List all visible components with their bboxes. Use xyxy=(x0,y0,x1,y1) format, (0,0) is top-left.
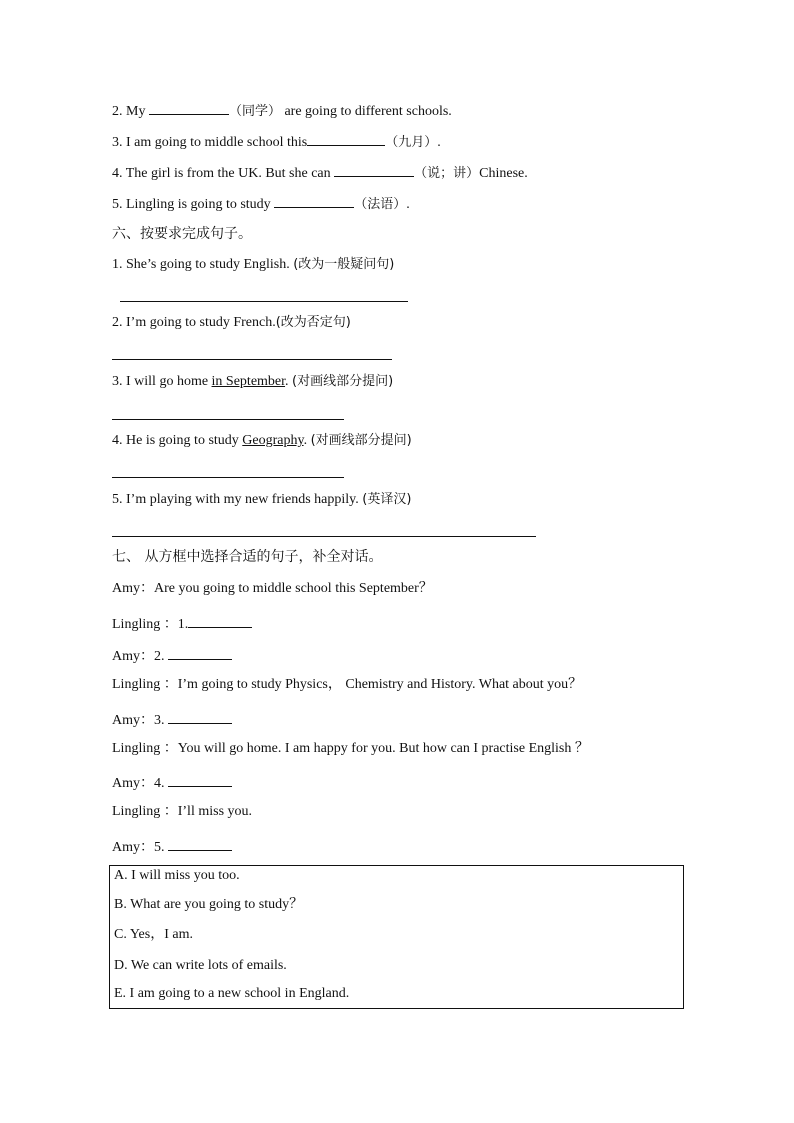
item-text: . xyxy=(406,197,410,212)
answer-blank[interactable] xyxy=(307,131,385,146)
item-text: 5. Lingling is going to study xyxy=(112,197,275,212)
dialogue-line xyxy=(112,613,252,634)
rewrite-item-5 xyxy=(112,491,411,509)
item-text: 4. The girl is from the UK. But she can xyxy=(112,166,335,181)
speaker: Lingling ： xyxy=(112,741,178,756)
options-box xyxy=(109,865,684,1009)
utterance: 2. xyxy=(154,649,168,664)
rewrite-item-3 xyxy=(112,373,393,391)
answer-blank[interactable] xyxy=(168,772,232,787)
item-text: . xyxy=(437,135,441,150)
item-text: 3. I will go home xyxy=(112,374,212,389)
utterance: You will go home. I am happy for you. But how can I practise English ？ xyxy=(177,741,589,756)
item-text: 4. He is going to study xyxy=(112,433,243,448)
dialogue-line xyxy=(112,772,232,793)
option-d: D. We can write lots of emails. xyxy=(114,958,287,973)
instruction-note: (对画线部分提问) xyxy=(292,374,394,389)
item-text: 2. I’m going to study French. xyxy=(112,315,276,330)
hint-text: （九月） xyxy=(385,135,438,150)
answer-blank[interactable] xyxy=(168,645,232,660)
dialogue-line xyxy=(112,836,232,857)
item-text: . xyxy=(303,433,311,448)
option-c: C. Yes，I am. xyxy=(114,927,193,942)
answer-blank[interactable] xyxy=(168,836,232,851)
dialogue-line xyxy=(112,676,582,694)
fill-item-2 xyxy=(112,100,452,121)
item-text: 3. I am going to middle school this xyxy=(112,135,308,150)
answer-blank[interactable] xyxy=(149,100,229,115)
fill-item-4 xyxy=(112,162,528,183)
section-7-heading: 七、 从方框中选择合适的句子，补全对话。 xyxy=(112,549,383,565)
answer-line-3[interactable] xyxy=(112,419,344,420)
utterance: I’m going to study Physics， Chemistry and History. What about you？ xyxy=(177,677,583,692)
item-text: 2. My xyxy=(112,104,149,119)
utterance: Are you going to middle school this September？ xyxy=(154,581,433,596)
fill-item-3 xyxy=(112,131,441,152)
speaker: Amy： xyxy=(112,581,154,596)
speaker: Lingling ： xyxy=(112,617,178,632)
utterance: 1. xyxy=(177,617,189,632)
utterance: 4. xyxy=(154,776,168,791)
item-text: 5. I’m playing with my new friends happily. xyxy=(112,492,363,507)
speaker: Amy： xyxy=(112,713,154,728)
hint-text: （法语） xyxy=(354,197,407,212)
item-text: 1. She’s going to study English. xyxy=(112,257,294,272)
answer-line-1[interactable] xyxy=(120,301,408,302)
instruction-note: (改为否定句) xyxy=(275,315,351,330)
utterance: 5. xyxy=(154,840,168,855)
speaker: Amy： xyxy=(112,840,154,855)
answer-blank[interactable] xyxy=(168,709,232,724)
instruction-note: (英译汉) xyxy=(362,492,412,507)
section-6-heading: 六、按要求完成句子。 xyxy=(112,226,252,242)
dialogue-line xyxy=(112,645,232,666)
option-e: E. I am going to a new school in England. xyxy=(114,986,350,1001)
dialogue-line xyxy=(112,709,232,730)
dialogue-line xyxy=(112,803,252,821)
answer-blank[interactable] xyxy=(188,613,252,628)
utterance: I’ll miss you. xyxy=(177,804,253,819)
item-text: . xyxy=(285,374,293,389)
speaker: Lingling ： xyxy=(112,804,178,819)
answer-blank[interactable] xyxy=(274,193,354,208)
item-text: Chinese. xyxy=(479,166,528,181)
answer-line-4[interactable] xyxy=(112,477,344,478)
hint-text: （同学） xyxy=(228,104,281,119)
speaker: Amy： xyxy=(112,776,154,791)
speaker: Lingling ： xyxy=(112,677,178,692)
utterance: 3. xyxy=(154,713,168,728)
dialogue-line xyxy=(112,580,433,598)
underlined-phrase: in September xyxy=(211,374,286,389)
answer-blank[interactable] xyxy=(334,162,414,177)
dialogue-line xyxy=(112,740,589,758)
answer-line-5[interactable] xyxy=(112,536,536,537)
hint-text: （说；讲） xyxy=(414,166,480,181)
rewrite-item-1 xyxy=(112,256,394,274)
option-b: B. What are you going to study？ xyxy=(114,897,304,912)
instruction-note: (对画线部分提问) xyxy=(310,433,412,448)
fill-item-5 xyxy=(112,193,410,214)
option-a: A. I will miss you too. xyxy=(114,868,240,883)
instruction-note: (改为一般疑问句) xyxy=(293,257,395,272)
item-text: are going to different schools. xyxy=(280,104,452,119)
rewrite-item-2 xyxy=(112,314,351,332)
answer-line-2[interactable] xyxy=(112,359,392,360)
speaker: Amy： xyxy=(112,649,154,664)
rewrite-item-4 xyxy=(112,432,412,450)
underlined-phrase: Geography xyxy=(242,433,304,448)
